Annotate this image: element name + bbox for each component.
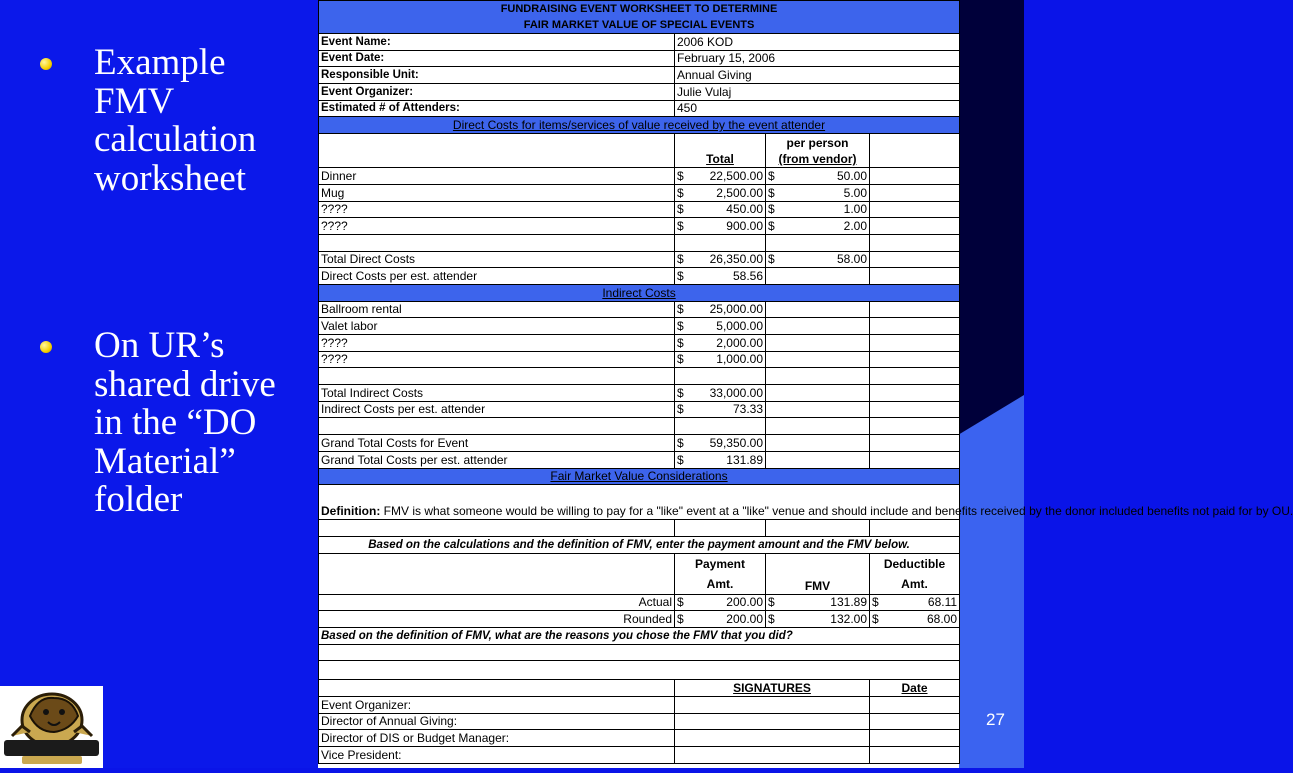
signer-row <box>319 730 960 747</box>
reasons-answer-row <box>319 644 960 661</box>
currency-sign: $ <box>677 335 684 350</box>
definition-label: Definition: <box>321 504 381 519</box>
cost-per-person: 5.00 <box>843 185 867 200</box>
signer-label: Event Organizer: <box>319 697 675 714</box>
total-indirect-label: Total Indirect Costs <box>319 385 675 402</box>
info-label: Event Name: <box>319 34 675 51</box>
grand-total-label: Grand Total Costs for Event <box>319 435 675 452</box>
title-line-1: FUNDRAISING EVENT WORKSHEET TO DETERMINE <box>500 3 778 15</box>
cost-label: Valet labor <box>319 318 675 335</box>
info-label: Estimated # of Attenders: <box>319 100 675 117</box>
column-header-row <box>319 134 960 168</box>
total-direct-per: 58.00 <box>836 252 867 267</box>
signer-row <box>319 747 960 764</box>
indirect-per-attender-value: 73.33 <box>732 402 763 417</box>
signer-label: Vice President: <box>319 747 675 764</box>
cost-label: Ballroom rental <box>319 301 675 318</box>
direct-costs-header: Direct Costs for items/services of value received by the event attender <box>319 117 960 134</box>
deductible-line-1: Deductible <box>883 556 946 571</box>
date-field[interactable] <box>870 747 960 764</box>
payment-column-header <box>675 553 766 594</box>
info-value: Annual Giving <box>675 67 960 84</box>
currency-sign: $ <box>677 319 684 333</box>
cost-total: 5,000.00 <box>716 319 763 333</box>
currency-sign: $ <box>677 252 684 267</box>
instruction-row <box>319 536 960 553</box>
per-person-line-2: (from vendor) <box>778 152 857 167</box>
reasons-answer-row <box>319 661 960 680</box>
direct-cost-row <box>319 201 960 218</box>
currency-sign: $ <box>677 185 684 200</box>
currency-sign: $ <box>677 402 684 417</box>
cost-label: ???? <box>319 335 675 352</box>
cost-total: 25,000.00 <box>709 302 763 317</box>
currency-sign: $ <box>677 268 684 283</box>
indirect-cost-row <box>319 318 960 335</box>
currency-sign: $ <box>768 202 775 217</box>
currency-sign: $ <box>677 595 684 610</box>
indirect-cost-row <box>319 301 960 318</box>
bullet-dot-icon <box>40 58 52 70</box>
direct-cost-row <box>319 168 960 185</box>
blank-row <box>319 234 960 251</box>
page-number: 27 <box>986 710 1005 729</box>
info-label: Event Organizer: <box>319 84 675 101</box>
currency-sign: $ <box>768 168 775 183</box>
cost-label: ???? <box>319 218 675 235</box>
info-row <box>319 100 960 117</box>
direct-per-attender-row <box>319 268 960 285</box>
info-row <box>319 84 960 101</box>
title-row <box>319 1 960 34</box>
grand-total-row <box>319 435 960 452</box>
amount-label: Rounded <box>319 611 675 628</box>
bullet-list <box>38 44 308 520</box>
currency-sign: $ <box>677 352 684 367</box>
signature-field[interactable] <box>675 713 870 730</box>
per-person-line-1: per person <box>786 136 849 151</box>
grand-total-value: 59,350.00 <box>709 435 763 450</box>
section-header-row <box>319 117 960 134</box>
cost-label: ???? <box>319 201 675 218</box>
signatures-header-row <box>319 680 960 697</box>
bullet-text: Example FMV calculation worksheet <box>94 42 257 199</box>
fmv-amount: 132.00 <box>830 611 867 626</box>
cost-total: 2,500.00 <box>716 185 763 200</box>
direct-per-attender-label: Direct Costs per est. attender <box>319 268 675 285</box>
signer-row <box>319 697 960 714</box>
cost-total: 2,000.00 <box>716 335 763 350</box>
definition-text: FMV is what someone would be willing to pay for a "like" event at a "like" venue and should include and benefits received by the donor included benefits not paid for by OU. <box>380 504 1293 519</box>
total-column-header: Total <box>675 134 766 168</box>
section-header-row <box>319 468 960 485</box>
reasons-answer-field[interactable] <box>319 644 960 661</box>
total-direct-value: 26,350.00 <box>709 252 763 267</box>
right-decor-dark <box>958 0 1024 400</box>
blank-row <box>319 368 960 385</box>
signer-row <box>319 713 960 730</box>
blank-row <box>319 418 960 435</box>
definition-row <box>319 485 960 520</box>
indirect-cost-row <box>319 351 960 368</box>
fmv-definition <box>319 485 1293 520</box>
date-field[interactable] <box>870 713 960 730</box>
total-direct-label: Total Direct Costs <box>319 251 675 268</box>
deductible-column-header <box>870 553 960 594</box>
signature-field[interactable] <box>675 730 870 747</box>
payment-amount: 200.00 <box>726 611 763 626</box>
blank-row <box>319 520 960 537</box>
currency-sign: $ <box>872 595 879 610</box>
cost-per-person: 2.00 <box>843 218 867 233</box>
currency-sign: $ <box>677 435 684 450</box>
currency-sign: $ <box>677 385 684 400</box>
info-value: 450 <box>675 100 960 117</box>
cost-label: ???? <box>319 351 675 368</box>
amount-row <box>319 594 960 611</box>
grand-per-attender-value: 131.89 <box>726 452 763 467</box>
grizzlies-logo-icon <box>0 686 103 768</box>
per-person-column-header <box>766 134 870 168</box>
bullet-item <box>38 44 308 198</box>
info-label: Event Date: <box>319 50 675 67</box>
reasons-question: Based on the definition of FMV, what are the reasons you chose the FMV that you did? <box>319 627 960 644</box>
currency-sign: $ <box>677 168 684 183</box>
amount-label: Actual <box>319 594 675 611</box>
info-value: Julie Vulaj <box>675 84 960 101</box>
currency-sign: $ <box>677 202 684 217</box>
payment-line-2: Amt. <box>706 576 734 591</box>
info-row <box>319 34 960 51</box>
signature-field[interactable] <box>675 747 870 764</box>
info-value: February 15, 2006 <box>675 50 960 67</box>
cost-label: Dinner <box>319 168 675 185</box>
total-indirect-row <box>319 385 960 402</box>
direct-cost-row <box>319 218 960 235</box>
currency-sign: $ <box>768 218 775 233</box>
cost-label: Mug <box>319 184 675 201</box>
cost-total: 450.00 <box>726 202 763 217</box>
date-field[interactable] <box>870 730 960 747</box>
payment-amount: 200.00 <box>726 595 763 610</box>
total-direct-row <box>319 251 960 268</box>
currency-sign: $ <box>677 218 684 233</box>
grand-per-attender-label: Grand Total Costs per est. attender <box>319 451 675 468</box>
currency-sign: $ <box>768 252 775 267</box>
total-indirect-value: 33,000.00 <box>709 385 763 400</box>
info-row <box>319 67 960 84</box>
section-header-row <box>319 284 960 301</box>
reasons-question-row <box>319 627 960 644</box>
cost-total: 900.00 <box>726 218 763 233</box>
bullet-dot-icon <box>40 341 52 353</box>
bullet-text: On UR’s shared drive in the “DO Material” folder <box>94 325 276 520</box>
deductible-line-2: Amt. <box>901 576 928 591</box>
currency-sign: $ <box>872 611 879 626</box>
grizzlies-logo <box>0 686 103 768</box>
info-row <box>319 50 960 67</box>
indirect-costs-header: Indirect Costs <box>319 284 960 301</box>
currency-sign: $ <box>768 611 775 626</box>
payment-line-1: Payment <box>694 556 746 571</box>
signer-label: Director of DIS or Budget Manager: <box>319 730 675 747</box>
worksheet-title <box>319 1 960 34</box>
grand-per-attender-row <box>319 451 960 468</box>
cost-total: 1,000.00 <box>716 352 763 367</box>
cost-per-person: 50.00 <box>836 168 867 183</box>
amount-header-row <box>319 553 960 594</box>
cost-total: 22,500.00 <box>709 168 763 183</box>
signer-label: Director of Annual Giving: <box>319 713 675 730</box>
date-field[interactable] <box>870 697 960 714</box>
indirect-per-attender-row <box>319 401 960 418</box>
direct-per-attender-value: 58.56 <box>732 268 763 283</box>
deductible-amount: 68.00 <box>927 611 958 626</box>
fmv-column-header: FMV <box>766 553 870 594</box>
fmv-amount: 131.89 <box>830 595 867 610</box>
direct-cost-row <box>319 184 960 201</box>
signature-field[interactable] <box>675 697 870 714</box>
fmv-considerations-header: Fair Market Value Considerations <box>319 468 960 485</box>
amount-row <box>319 611 960 628</box>
date-header: Date <box>870 680 960 697</box>
currency-sign: $ <box>768 595 775 610</box>
deductible-amount: 68.11 <box>927 595 958 610</box>
currency-sign: $ <box>677 611 684 626</box>
currency-sign: $ <box>677 302 684 317</box>
reasons-answer-field[interactable] <box>319 661 960 680</box>
indirect-cost-row <box>319 335 960 352</box>
signatures-header: SIGNATURES <box>675 680 870 697</box>
cost-per-person: 1.00 <box>843 202 867 217</box>
currency-sign: $ <box>677 452 684 467</box>
currency-sign: $ <box>768 185 775 200</box>
bullet-item <box>38 327 308 520</box>
title-line-2: FAIR MARKET VALUE OF SPECIAL EVENTS <box>523 19 755 31</box>
right-decor-strip <box>958 0 1024 768</box>
info-label: Responsible Unit: <box>319 67 675 84</box>
right-decor-wedge <box>958 395 1024 435</box>
info-value: 2006 KOD <box>675 34 960 51</box>
calc-instruction: Based on the calculations and the definition of FMV, enter the payment amount and the FMV below. <box>319 536 960 553</box>
indirect-per-attender-label: Indirect Costs per est. attender <box>319 401 675 418</box>
